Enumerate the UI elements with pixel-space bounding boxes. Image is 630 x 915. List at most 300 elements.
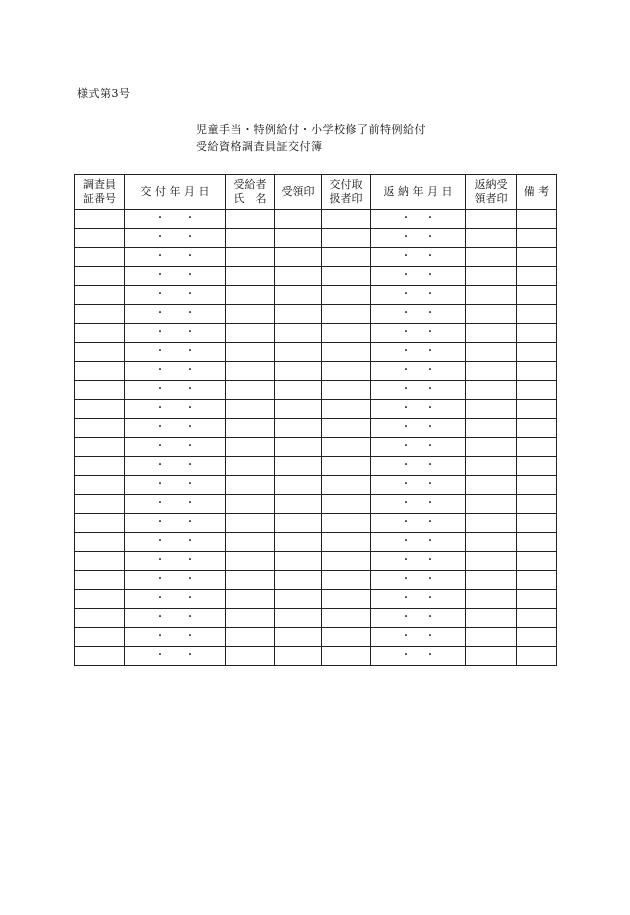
remarks-cell[interactable] xyxy=(517,457,557,476)
date-separator: ・ xyxy=(155,422,165,433)
remarks-cell[interactable] xyxy=(517,362,557,381)
date-separator: ・ xyxy=(185,232,195,243)
return-date-cell[interactable] xyxy=(371,438,466,457)
recipient-name-cell[interactable] xyxy=(226,571,275,590)
receipt-seal-cell[interactable] xyxy=(275,267,322,286)
remarks-cell[interactable] xyxy=(517,400,557,419)
receipt-seal-cell[interactable] xyxy=(275,495,322,514)
date-separator: ・ xyxy=(185,631,195,642)
issue-date-cell[interactable] xyxy=(125,609,226,628)
remarks-cell[interactable] xyxy=(517,305,557,324)
date-separator: ・ xyxy=(155,251,165,262)
return-receiver-seal-cell[interactable] xyxy=(466,343,517,362)
date-separator: ・ xyxy=(425,270,435,281)
table-row xyxy=(75,514,557,533)
date-separators xyxy=(371,461,465,471)
date-separators xyxy=(371,404,465,414)
date-separator: ・ xyxy=(155,213,165,224)
date-separators xyxy=(125,613,225,623)
return-receiver-seal-cell[interactable] xyxy=(466,210,517,229)
recipient-name-cell[interactable] xyxy=(226,457,275,476)
return-date-cell[interactable] xyxy=(371,571,466,590)
return-date-cell[interactable] xyxy=(371,514,466,533)
issuer-seal-cell[interactable] xyxy=(322,286,371,305)
recipient-name-cell[interactable] xyxy=(226,362,275,381)
date-separator: ・ xyxy=(155,270,165,281)
remarks-cell[interactable] xyxy=(517,210,557,229)
issuer-seal-cell[interactable] xyxy=(322,438,371,457)
recipient-name-cell[interactable] xyxy=(226,400,275,419)
remarks-cell[interactable] xyxy=(517,286,557,305)
date-separators xyxy=(371,385,465,395)
date-separators xyxy=(125,404,225,414)
receipt-seal-cell[interactable] xyxy=(275,571,322,590)
date-separator: ・ xyxy=(425,346,435,357)
receipt-seal-cell[interactable] xyxy=(275,343,322,362)
date-separator: ・ xyxy=(185,251,195,262)
date-separators xyxy=(125,651,225,661)
date-separators xyxy=(125,271,225,281)
date-separator: ・ xyxy=(425,479,435,490)
return-receiver-seal-cell[interactable] xyxy=(466,628,517,647)
table-row xyxy=(75,324,557,343)
issuer-seal-cell[interactable] xyxy=(322,343,371,362)
header-return-date xyxy=(371,175,466,210)
issue-date-cell[interactable] xyxy=(125,647,226,666)
issuer-seal-cell[interactable] xyxy=(322,514,371,533)
date-separator: ・ xyxy=(155,403,165,414)
date-separator: ・ xyxy=(401,346,411,357)
date-separators xyxy=(371,632,465,642)
return-date-cell[interactable] xyxy=(371,400,466,419)
date-separator: ・ xyxy=(401,593,411,604)
cert-no-cell[interactable] xyxy=(75,229,125,248)
issuer-seal-cell[interactable] xyxy=(322,476,371,495)
date-separator: ・ xyxy=(155,289,165,300)
recipient-name-cell[interactable] xyxy=(226,286,275,305)
date-separators xyxy=(125,518,225,528)
return-receiver-seal-cell[interactable] xyxy=(466,590,517,609)
date-separator: ・ xyxy=(185,460,195,471)
date-separators xyxy=(371,347,465,357)
table-row xyxy=(75,647,557,666)
date-separators xyxy=(371,613,465,623)
date-separators xyxy=(125,556,225,566)
receipt-seal-cell[interactable] xyxy=(275,628,322,647)
return-date-cell[interactable] xyxy=(371,457,466,476)
return-receiver-seal-cell[interactable] xyxy=(466,495,517,514)
table-row xyxy=(75,305,557,324)
recipient-name-cell[interactable] xyxy=(226,476,275,495)
date-separators xyxy=(371,290,465,300)
return-date-cell[interactable] xyxy=(371,362,466,381)
return-receiver-seal-cell[interactable] xyxy=(466,362,517,381)
date-separator: ・ xyxy=(401,384,411,395)
date-separator: ・ xyxy=(155,612,165,623)
cert-no-cell[interactable] xyxy=(75,267,125,286)
cert-no-cell[interactable] xyxy=(75,362,125,381)
date-separator: ・ xyxy=(401,574,411,585)
receipt-seal-cell[interactable] xyxy=(275,210,322,229)
date-separator: ・ xyxy=(155,574,165,585)
table-row xyxy=(75,210,557,229)
issuer-seal-cell[interactable] xyxy=(322,590,371,609)
issuer-seal-cell[interactable] xyxy=(322,324,371,343)
return-date-cell[interactable] xyxy=(371,552,466,571)
receipt-seal-cell[interactable] xyxy=(275,647,322,666)
date-separators xyxy=(125,537,225,547)
return-date-cell[interactable] xyxy=(371,305,466,324)
cert-no-cell[interactable] xyxy=(75,324,125,343)
header-line: 調査員 xyxy=(83,178,116,191)
return-date-cell[interactable] xyxy=(371,609,466,628)
header-line: 扱者印 xyxy=(329,192,363,205)
date-separator: ・ xyxy=(401,270,411,281)
return-date-cell[interactable] xyxy=(371,324,466,343)
return-receiver-seal-cell[interactable] xyxy=(466,533,517,552)
date-separator: ・ xyxy=(425,650,435,661)
table-row xyxy=(75,267,557,286)
issuer-seal-cell[interactable] xyxy=(322,533,371,552)
cert-no-cell[interactable] xyxy=(75,286,125,305)
issue-date-cell[interactable] xyxy=(125,628,226,647)
date-separator: ・ xyxy=(155,460,165,471)
date-separator: ・ xyxy=(155,555,165,566)
cert-no-cell[interactable] xyxy=(75,552,125,571)
issuer-seal-cell[interactable] xyxy=(322,571,371,590)
remarks-cell[interactable] xyxy=(517,647,557,666)
remarks-cell[interactable] xyxy=(517,533,557,552)
date-separator: ・ xyxy=(425,308,435,319)
cert-no-cell[interactable] xyxy=(75,628,125,647)
date-separator: ・ xyxy=(185,536,195,547)
cert-no-cell[interactable] xyxy=(75,647,125,666)
recipient-name-cell[interactable] xyxy=(226,229,275,248)
header-line: 領者印 xyxy=(474,192,508,205)
remarks-cell[interactable] xyxy=(517,248,557,267)
date-separator: ・ xyxy=(425,498,435,509)
header-line: 返 納 年 月 日 xyxy=(383,185,453,198)
remarks-cell[interactable] xyxy=(517,419,557,438)
return-date-cell[interactable] xyxy=(371,419,466,438)
recipient-name-cell[interactable] xyxy=(226,628,275,647)
date-separator: ・ xyxy=(401,232,411,243)
header-line: 氏 名 xyxy=(233,192,267,205)
date-separator: ・ xyxy=(155,593,165,604)
header-line: 交付取 xyxy=(329,178,363,191)
cert-no-cell[interactable] xyxy=(75,248,125,267)
receipt-seal-cell[interactable] xyxy=(275,552,322,571)
date-separator: ・ xyxy=(401,403,411,414)
date-separator: ・ xyxy=(155,308,165,319)
recipient-name-cell[interactable] xyxy=(226,210,275,229)
register-body xyxy=(75,210,557,666)
date-separator: ・ xyxy=(425,384,435,395)
issuer-seal-cell[interactable] xyxy=(322,647,371,666)
receipt-seal-cell[interactable] xyxy=(275,457,322,476)
date-separator: ・ xyxy=(185,555,195,566)
receipt-seal-cell[interactable] xyxy=(275,381,322,400)
issue-date-cell[interactable] xyxy=(125,324,226,343)
remarks-cell[interactable] xyxy=(517,438,557,457)
cert-no-cell[interactable] xyxy=(75,533,125,552)
return-receiver-seal-cell[interactable] xyxy=(466,647,517,666)
recipient-name-cell[interactable] xyxy=(226,381,275,400)
receipt-seal-cell[interactable] xyxy=(275,514,322,533)
date-separators xyxy=(125,499,225,509)
cert-no-cell[interactable] xyxy=(75,514,125,533)
header-row xyxy=(75,175,557,210)
date-separator: ・ xyxy=(185,422,195,433)
issuer-seal-cell[interactable] xyxy=(322,400,371,419)
remarks-cell[interactable] xyxy=(517,609,557,628)
date-separator: ・ xyxy=(401,479,411,490)
receipt-seal-cell[interactable] xyxy=(275,590,322,609)
recipient-name-cell[interactable] xyxy=(226,438,275,457)
date-separator: ・ xyxy=(155,479,165,490)
receipt-seal-cell[interactable] xyxy=(275,229,322,248)
issue-date-cell[interactable] xyxy=(125,495,226,514)
recipient-name-cell[interactable] xyxy=(226,267,275,286)
issue-date-cell[interactable] xyxy=(125,305,226,324)
date-separators xyxy=(125,290,225,300)
return-receiver-seal-cell[interactable] xyxy=(466,457,517,476)
issuer-seal-cell[interactable] xyxy=(322,362,371,381)
cert-no-cell[interactable] xyxy=(75,381,125,400)
issue-date-cell[interactable] xyxy=(125,400,226,419)
return-date-cell[interactable] xyxy=(371,210,466,229)
receipt-seal-cell[interactable] xyxy=(275,609,322,628)
remarks-cell[interactable] xyxy=(517,552,557,571)
return-date-cell[interactable] xyxy=(371,248,466,267)
issue-date-cell[interactable] xyxy=(125,229,226,248)
remarks-cell[interactable] xyxy=(517,628,557,647)
remarks-cell[interactable] xyxy=(517,590,557,609)
issuer-seal-cell[interactable] xyxy=(322,628,371,647)
recipient-name-cell[interactable] xyxy=(226,324,275,343)
date-separator: ・ xyxy=(401,536,411,547)
return-date-cell[interactable] xyxy=(371,267,466,286)
date-separator: ・ xyxy=(155,327,165,338)
return-receiver-seal-cell[interactable] xyxy=(466,552,517,571)
return-receiver-seal-cell[interactable] xyxy=(466,248,517,267)
cert-no-cell[interactable] xyxy=(75,495,125,514)
date-separator: ・ xyxy=(155,536,165,547)
issuer-seal-cell[interactable] xyxy=(322,229,371,248)
return-date-cell[interactable] xyxy=(371,495,466,514)
return-date-cell[interactable] xyxy=(371,590,466,609)
date-separators xyxy=(125,233,225,243)
remarks-cell[interactable] xyxy=(517,476,557,495)
receipt-seal-cell[interactable] xyxy=(275,533,322,552)
receipt-seal-cell[interactable] xyxy=(275,362,322,381)
return-receiver-seal-cell[interactable] xyxy=(466,476,517,495)
recipient-name-cell[interactable] xyxy=(226,343,275,362)
header-inspector-cert-no xyxy=(75,175,125,210)
date-separators xyxy=(125,309,225,319)
date-separator: ・ xyxy=(185,289,195,300)
remarks-cell[interactable] xyxy=(517,571,557,590)
date-separator: ・ xyxy=(401,498,411,509)
remarks-cell[interactable] xyxy=(517,229,557,248)
return-receiver-seal-cell[interactable] xyxy=(466,305,517,324)
recipient-name-cell[interactable] xyxy=(226,609,275,628)
receipt-seal-cell[interactable] xyxy=(275,400,322,419)
issuer-seal-cell[interactable] xyxy=(322,552,371,571)
return-receiver-seal-cell[interactable] xyxy=(466,381,517,400)
return-receiver-seal-cell[interactable] xyxy=(466,286,517,305)
date-separators xyxy=(371,214,465,224)
recipient-name-cell[interactable] xyxy=(226,305,275,324)
return-receiver-seal-cell[interactable] xyxy=(466,400,517,419)
date-separator: ・ xyxy=(185,517,195,528)
cert-no-cell[interactable] xyxy=(75,571,125,590)
cert-no-cell[interactable] xyxy=(75,400,125,419)
date-separators xyxy=(125,442,225,452)
return-date-cell[interactable] xyxy=(371,533,466,552)
receipt-seal-cell[interactable] xyxy=(275,286,322,305)
table-row xyxy=(75,419,557,438)
cert-no-cell[interactable] xyxy=(75,343,125,362)
date-separators xyxy=(125,385,225,395)
return-receiver-seal-cell[interactable] xyxy=(466,609,517,628)
return-date-cell[interactable] xyxy=(371,647,466,666)
date-separator: ・ xyxy=(185,308,195,319)
issuer-seal-cell[interactable] xyxy=(322,495,371,514)
receipt-seal-cell[interactable] xyxy=(275,248,322,267)
issue-date-cell[interactable] xyxy=(125,381,226,400)
return-date-cell[interactable] xyxy=(371,381,466,400)
recipient-name-cell[interactable] xyxy=(226,647,275,666)
date-separator: ・ xyxy=(401,441,411,452)
issuer-seal-cell[interactable] xyxy=(322,267,371,286)
date-separator: ・ xyxy=(185,270,195,281)
date-separators xyxy=(371,366,465,376)
issue-date-cell[interactable] xyxy=(125,248,226,267)
date-separator: ・ xyxy=(185,574,195,585)
table-row xyxy=(75,343,557,362)
issue-date-cell[interactable] xyxy=(125,362,226,381)
issue-date-cell[interactable] xyxy=(125,267,226,286)
cert-no-cell[interactable] xyxy=(75,305,125,324)
receipt-seal-cell[interactable] xyxy=(275,305,322,324)
remarks-cell[interactable] xyxy=(517,267,557,286)
date-separator: ・ xyxy=(401,631,411,642)
issue-date-cell[interactable] xyxy=(125,286,226,305)
receipt-seal-cell[interactable] xyxy=(275,476,322,495)
cert-no-cell[interactable] xyxy=(75,438,125,457)
issuer-seal-cell[interactable] xyxy=(322,609,371,628)
return-date-cell[interactable] xyxy=(371,229,466,248)
date-separators xyxy=(125,594,225,604)
date-separator: ・ xyxy=(185,403,195,414)
return-receiver-seal-cell[interactable] xyxy=(466,514,517,533)
issue-date-cell[interactable] xyxy=(125,552,226,571)
date-separators xyxy=(125,252,225,262)
return-date-cell[interactable] xyxy=(371,286,466,305)
recipient-name-cell[interactable] xyxy=(226,514,275,533)
date-separators xyxy=(371,537,465,547)
date-separator: ・ xyxy=(425,422,435,433)
recipient-name-cell[interactable] xyxy=(226,552,275,571)
header-issue-date xyxy=(125,175,226,210)
date-separator: ・ xyxy=(401,289,411,300)
issue-date-cell[interactable] xyxy=(125,210,226,229)
issuer-seal-cell[interactable] xyxy=(322,248,371,267)
date-separator: ・ xyxy=(185,593,195,604)
table-row xyxy=(75,286,557,305)
table-row xyxy=(75,628,557,647)
table-row xyxy=(75,590,557,609)
remarks-cell[interactable] xyxy=(517,324,557,343)
date-separators xyxy=(371,651,465,661)
return-receiver-seal-cell[interactable] xyxy=(466,267,517,286)
cert-no-cell[interactable] xyxy=(75,609,125,628)
receipt-seal-cell[interactable] xyxy=(275,419,322,438)
remarks-cell[interactable] xyxy=(517,495,557,514)
issue-date-cell[interactable] xyxy=(125,343,226,362)
receipt-seal-cell[interactable] xyxy=(275,438,322,457)
return-receiver-seal-cell[interactable] xyxy=(466,419,517,438)
return-date-cell[interactable] xyxy=(371,476,466,495)
remarks-cell[interactable] xyxy=(517,381,557,400)
table-row xyxy=(75,609,557,628)
return-date-cell[interactable] xyxy=(371,628,466,647)
cert-no-cell[interactable] xyxy=(75,590,125,609)
recipient-name-cell[interactable] xyxy=(226,590,275,609)
recipient-name-cell[interactable] xyxy=(226,533,275,552)
cert-no-cell[interactable] xyxy=(75,419,125,438)
issuer-seal-cell[interactable] xyxy=(322,210,371,229)
issue-date-cell[interactable] xyxy=(125,514,226,533)
issue-date-cell[interactable] xyxy=(125,419,226,438)
date-separators xyxy=(371,442,465,452)
date-separator: ・ xyxy=(401,327,411,338)
date-separator: ・ xyxy=(425,460,435,471)
issue-date-cell[interactable] xyxy=(125,590,226,609)
date-separator: ・ xyxy=(425,232,435,243)
issue-date-cell[interactable] xyxy=(125,457,226,476)
return-receiver-seal-cell[interactable] xyxy=(466,324,517,343)
issuer-seal-cell[interactable] xyxy=(322,419,371,438)
date-separator: ・ xyxy=(155,232,165,243)
cert-no-cell[interactable] xyxy=(75,457,125,476)
recipient-name-cell[interactable] xyxy=(226,495,275,514)
date-separator: ・ xyxy=(185,213,195,224)
remarks-cell[interactable] xyxy=(517,514,557,533)
cert-no-cell[interactable] xyxy=(75,210,125,229)
issuer-seal-cell[interactable] xyxy=(322,457,371,476)
date-separator: ・ xyxy=(401,612,411,623)
remarks-cell[interactable] xyxy=(517,343,557,362)
date-separator: ・ xyxy=(185,498,195,509)
recipient-name-cell[interactable] xyxy=(226,419,275,438)
cert-no-cell[interactable] xyxy=(75,476,125,495)
return-date-cell[interactable] xyxy=(371,343,466,362)
recipient-name-cell[interactable] xyxy=(226,248,275,267)
return-receiver-seal-cell[interactable] xyxy=(466,438,517,457)
return-receiver-seal-cell[interactable] xyxy=(466,229,517,248)
issuer-seal-cell[interactable] xyxy=(322,305,371,324)
return-receiver-seal-cell[interactable] xyxy=(466,571,517,590)
issue-date-cell[interactable] xyxy=(125,533,226,552)
issue-date-cell[interactable] xyxy=(125,571,226,590)
date-separator: ・ xyxy=(425,555,435,566)
issue-date-cell[interactable] xyxy=(125,438,226,457)
issue-date-cell[interactable] xyxy=(125,476,226,495)
issuer-seal-cell[interactable] xyxy=(322,381,371,400)
receipt-seal-cell[interactable] xyxy=(275,324,322,343)
